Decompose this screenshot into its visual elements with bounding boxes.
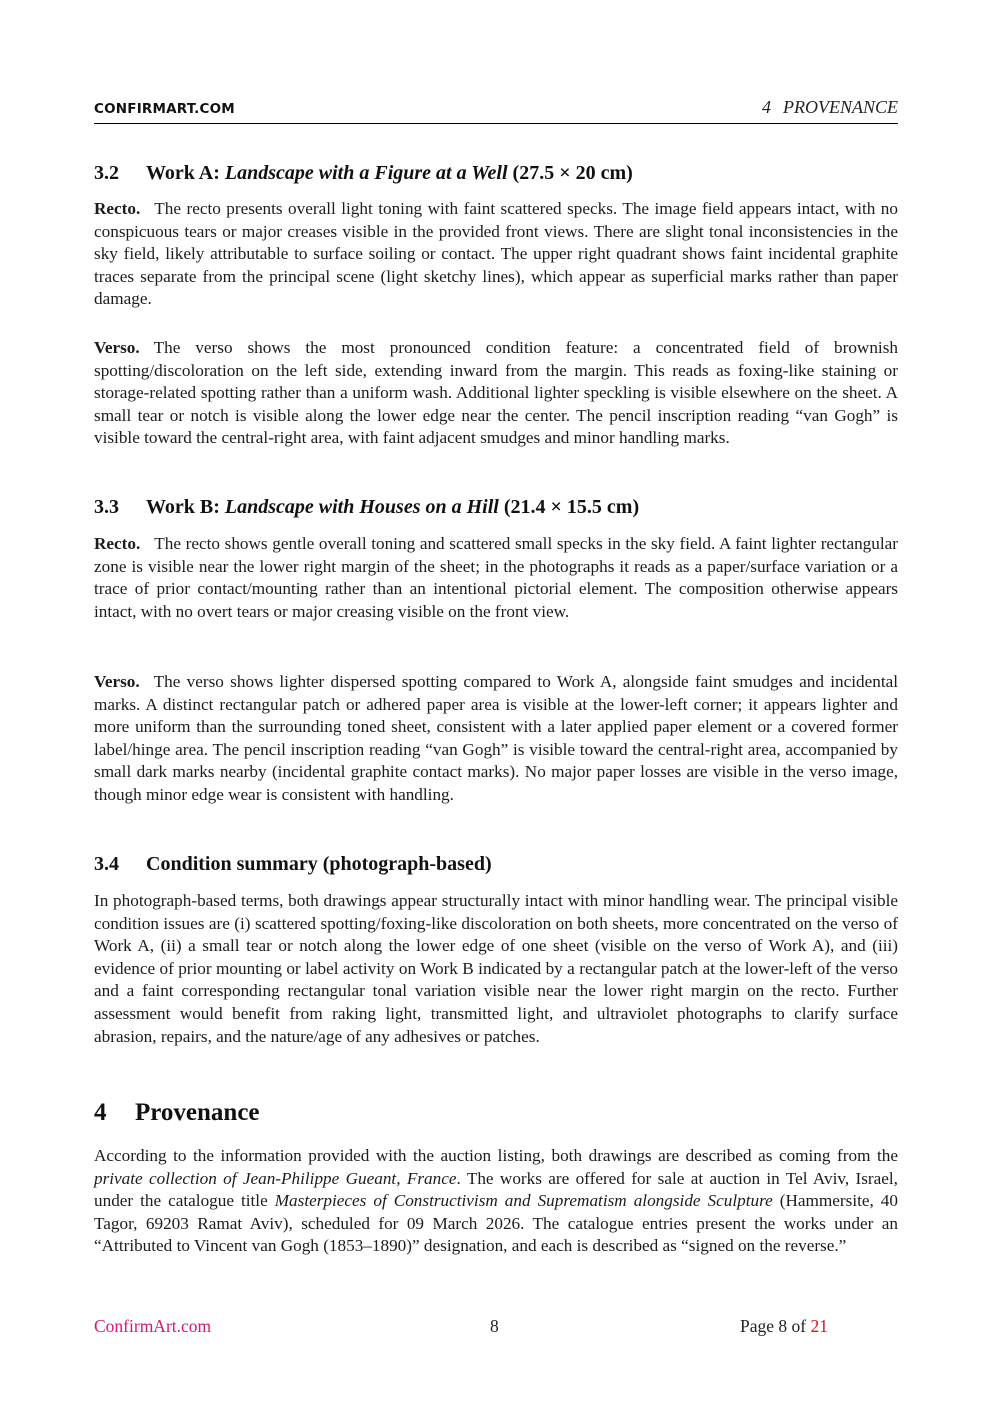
running-header — [94, 97, 898, 124]
condition-summary-paragraph: In photograph-based terms, both drawings appear structurally intact with minor handling wear. The principal visible condition issues are (i) scattered spotting/foxing-like discoloration on both sheets, more concentrated on the verso of Work A, (ii) a small tear or notch along the lower edge of one sheet (visible on the verso of Work A), and (iii) evidence of prior mounting or label activity on Work B indicated by a rectangular patch at the lower-left of the verso and a faint corresponding rectangular tonal variation visible near the lower right margin on the recto. Further assessment would benefit from raking light, transmitted light, and ultraviolet photographs to clarify surface abrasion, repairs, and the nature/age of any adhesives or patches. — [94, 891, 898, 1046]
section-number: 3.2 — [94, 162, 119, 184]
catalogue-title: Masterpieces of Constructivism and Suprematism alongside Sculpture — [274, 1191, 773, 1211]
collection-name: private collection of Jean-Philippe Gueant, France — [94, 1168, 457, 1188]
work-b-recto-paragraph — [94, 533, 898, 623]
footer-page-number: 8 — [490, 1316, 499, 1336]
verso-text: The verso shows lighter dispersed spotting compared to Work A, alongside faint smudges and incidental marks. A distinct rectangular patch or adhered paper area is visible at the lower-left corner; it appears lighter and more uniform than the surrounding toned sheet, consistent with a later applied paper element or a covered former label/hinge area. The pencil inscription reading “van Gogh” is visible toward the central-right area, accompanied by small dark marks nearby (incidental graphite contact marks). No major paper losses are visible in the verso image, though minor edge wear is consistent with handling. — [94, 672, 898, 804]
section-title: Provenance — [135, 1099, 260, 1126]
header-section-number: 4 — [762, 97, 771, 117]
header-section-title: PROVENANCE — [783, 97, 898, 117]
work-b-verso-paragraph — [94, 671, 898, 807]
work-dimensions: (27.5 × 20 cm) — [512, 162, 633, 184]
provenance-text-1: According to the information provided with the auction listing, both drawings are described as coming from the — [94, 1146, 898, 1165]
section-number: 3.4 — [94, 853, 119, 875]
section-title: Condition summary (photograph-based) — [146, 853, 492, 875]
work-a-recto-paragraph — [94, 198, 898, 311]
heading-prefix: Work B: — [146, 496, 220, 518]
work-a-verso-paragraph — [94, 337, 898, 450]
recto-label: Recto. — [94, 199, 141, 218]
footer-total-pages-link[interactable]: 21 — [810, 1316, 828, 1336]
page-footer — [94, 1316, 898, 1340]
footer-page-of — [740, 1316, 828, 1337]
provenance-text-2: . The works are offered for sale at auction in Tel Aviv, Israel, under the catalogue title — [94, 1168, 898, 1211]
work-title: Landscape with Houses on a Hill — [224, 496, 499, 518]
section-number: 3.3 — [94, 496, 119, 518]
verso-label: Verso. — [94, 338, 140, 357]
work-title: Landscape with a Figure at a Well — [224, 162, 508, 184]
section-4-heading — [94, 1099, 260, 1127]
section-3-4-heading — [94, 853, 492, 876]
provenance-paragraph — [94, 1145, 898, 1258]
recto-text: The recto shows gentle overall toning and scattered small specks in the sky field. A faint lighter rectangular zone is visible near the lower right margin of the sheet; in the photographs it reads as a paper/surface variation or a trace of prior contact/mounting rather than an intentional pictorial element. The composition otherwise appears intact, with no overt tears or major creasing visible on the front view. — [94, 534, 898, 621]
work-dimensions: (21.4 × 15.5 cm) — [503, 496, 640, 518]
verso-label: Verso. — [94, 672, 140, 691]
section-3-3-heading — [94, 496, 639, 519]
header-brand: CONFIRMART.COM — [94, 101, 235, 117]
section-3-2-heading — [94, 162, 633, 185]
footer-page-label: Page 8 of — [740, 1316, 807, 1336]
recto-label: Recto. — [94, 534, 141, 553]
footer-site-link[interactable]: ConfirmArt.com — [94, 1316, 212, 1336]
recto-text: The recto presents overall light toning with faint scattered specks. The image field appears intact, with no conspicuous tears or major creases visible in the provided front views. There are slight tonal inconsistencies in the sky field, likely attributable to surface soiling or contact. The upper right quadrant shows faint incidental graphite traces separate from the principal scene (light sketchy lines), which appear as superficial marks rather than paper damage. — [94, 199, 898, 309]
verso-text: The verso shows the most pronounced condition feature: a concentrated field of brownish spotting/discoloration on the left side, extending inward from the margin. This reads as foxing-like staining or storage-related spotting rather than a uniform wash. Additional lighter speckling is visible elsewhere on the sheet. A small tear or notch is visible along the lower edge near the center. The pencil inscription reading “van Gogh” is visible toward the central-right area, with faint adjacent smudges and minor handling marks. — [94, 338, 898, 448]
section-number: 4 — [94, 1099, 107, 1126]
header-section — [762, 97, 898, 118]
heading-prefix: Work A: — [146, 162, 220, 184]
provenance-text-3: (Hammersite, 40 Tagor, 69203 Ramat Aviv), scheduled for 09 March 2026. The catalogue entries present the works under an “Attributed to Vincent van Gogh (1853–1890)” designation, and each is described as “signed on the reverse.” — [94, 1191, 898, 1256]
